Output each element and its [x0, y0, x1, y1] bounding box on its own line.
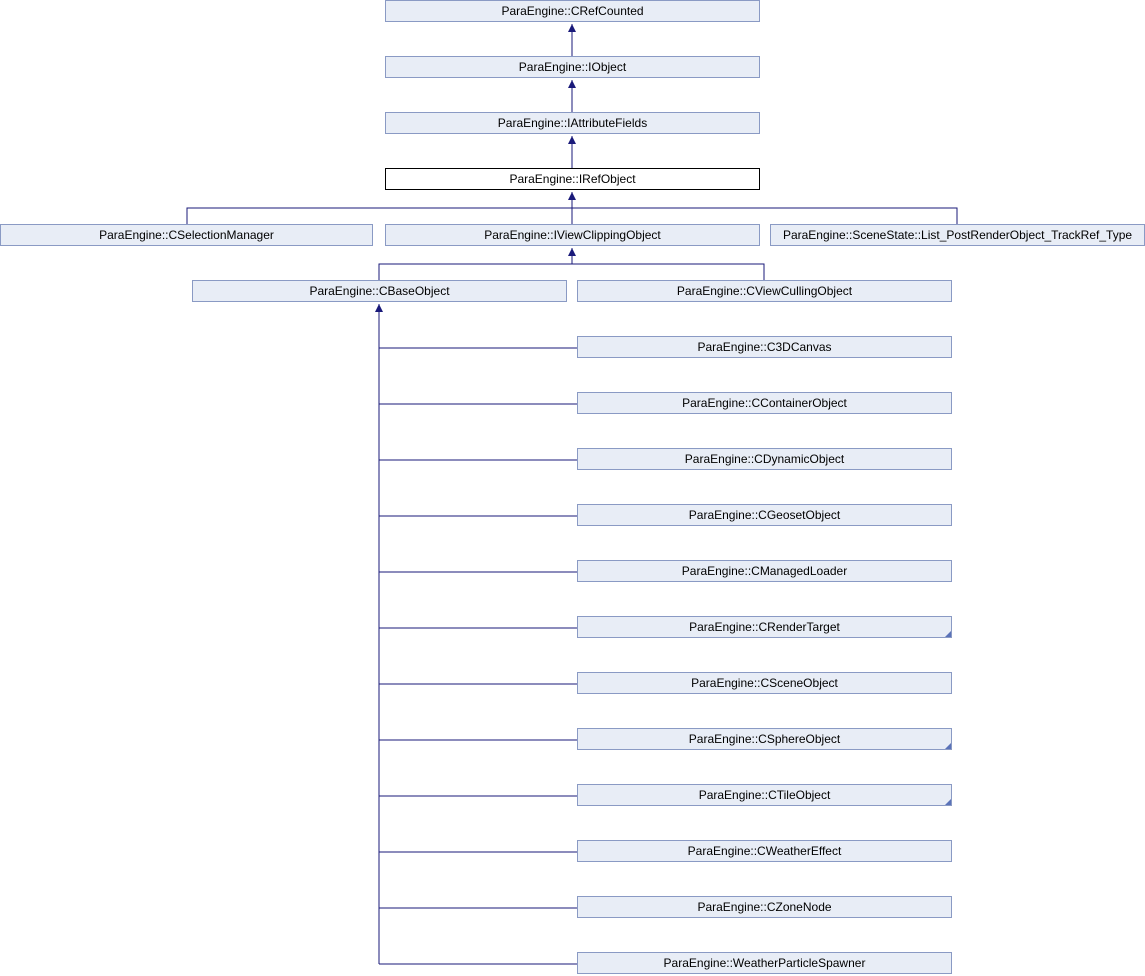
node-crefcounted[interactable] — [385, 0, 760, 22]
node-csceneobject[interactable] — [577, 672, 952, 694]
node-cviewcullingobject[interactable] — [577, 280, 952, 302]
node-label: ParaEngine::C3DCanvas — [697, 340, 832, 354]
node-cselectionmanager[interactable] — [0, 224, 373, 246]
node-label: ParaEngine::CSelectionManager — [99, 228, 274, 242]
has-subclasses-corner-icon — [945, 631, 951, 637]
edge-cselectionmanager-to-irefobject — [187, 208, 572, 224]
node-label: ParaEngine::SceneState::List_PostRenderObject_TrackRef_Type — [782, 228, 1133, 242]
node-cdynamicobject[interactable] — [577, 448, 952, 470]
node-label: ParaEngine::IAttributeFields — [497, 116, 648, 130]
node-label: ParaEngine::CBaseObject — [309, 284, 450, 298]
edge-list-postrender-to-irefobject — [572, 208, 957, 224]
node-list-postrenderobject-trackref-type[interactable] — [770, 224, 1145, 246]
node-label: ParaEngine::CSphereObject — [688, 732, 841, 746]
node-label: ParaEngine::CSceneObject — [691, 676, 838, 690]
node-iobject[interactable] — [385, 56, 760, 78]
node-label: ParaEngine::CTileObject — [698, 788, 831, 802]
node-crendertarget[interactable] — [577, 616, 952, 638]
node-ctileobject[interactable] — [577, 784, 952, 806]
node-c3dcanvas[interactable] — [577, 336, 952, 358]
node-weatherparticlespawner[interactable] — [577, 952, 952, 974]
node-cgeosetobject[interactable] — [577, 504, 952, 526]
node-iviewclippingobject[interactable] — [385, 224, 760, 246]
node-label: ParaEngine::IRefObject — [509, 172, 636, 186]
node-label: ParaEngine::CRefCounted — [501, 4, 644, 18]
node-cmanagedloader[interactable] — [577, 560, 952, 582]
edge-cbaseobject-to-iviewclippingobject — [379, 264, 572, 280]
edge-cviewcullingobject-to-iviewclippingobject — [572, 264, 764, 280]
node-label: ParaEngine::IObject — [518, 60, 627, 74]
node-csphereobject[interactable] — [577, 728, 952, 750]
node-label: ParaEngine::CZoneNode — [697, 900, 832, 914]
node-irefobject-current — [385, 168, 760, 190]
node-label: ParaEngine::CDynamicObject — [684, 452, 845, 466]
node-label: ParaEngine::CContainerObject — [682, 396, 847, 410]
node-label: ParaEngine::CGeosetObject — [688, 508, 841, 522]
node-label: ParaEngine::CWeatherEffect — [687, 844, 842, 858]
node-czonenode[interactable] — [577, 896, 952, 918]
node-label: ParaEngine::CViewCullingObject — [676, 284, 853, 298]
node-label: ParaEngine::IViewClippingObject — [484, 228, 661, 242]
node-label: ParaEngine::WeatherParticleSpawner — [663, 956, 866, 970]
node-cweathereffect[interactable] — [577, 840, 952, 862]
node-ccontainerobject[interactable] — [577, 392, 952, 414]
node-label: ParaEngine::CRenderTarget — [689, 620, 840, 634]
node-cbaseobject[interactable] — [192, 280, 567, 302]
node-label: ParaEngine::CManagedLoader — [681, 564, 848, 578]
has-subclasses-corner-icon — [945, 743, 951, 749]
node-iattributefields[interactable] — [385, 112, 760, 134]
has-subclasses-corner-icon — [945, 799, 951, 805]
